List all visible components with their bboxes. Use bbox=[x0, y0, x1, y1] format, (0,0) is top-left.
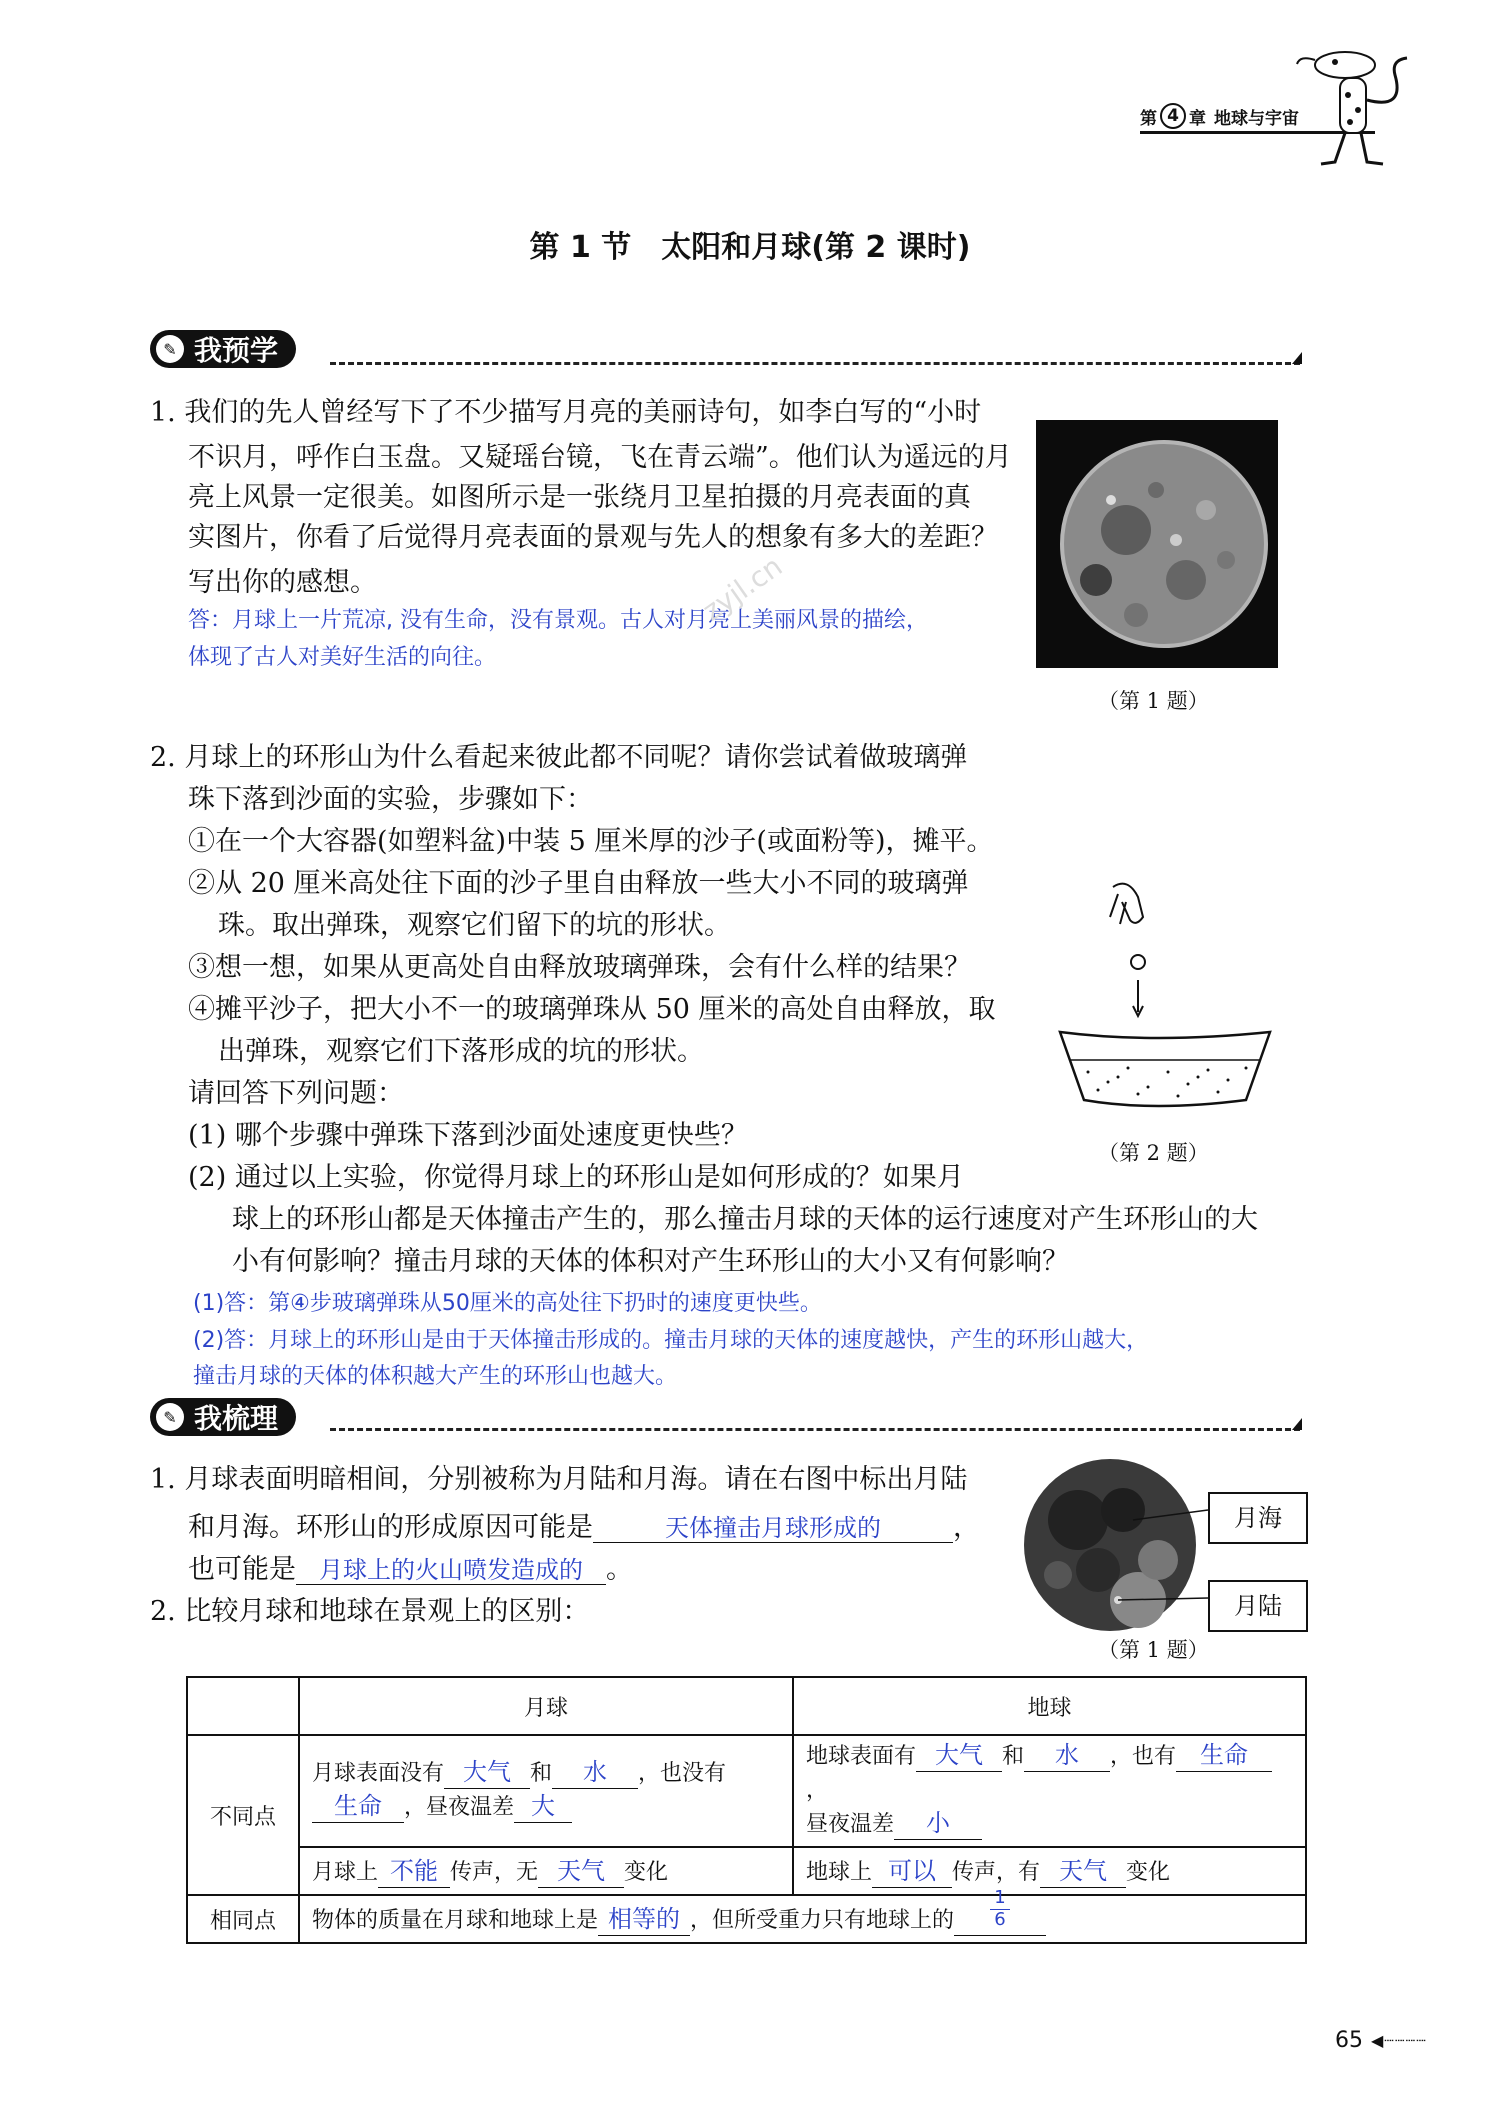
cell-earth-1: 地球表面有 大气 和 水 ，也有 生命， 昼夜温差 小 bbox=[793, 1735, 1306, 1847]
fraction-denominator: 6 bbox=[994, 1908, 1006, 1930]
q2-caption: （第 2 题） bbox=[1098, 1141, 1209, 1165]
q2-prompt: 请回答下列问题： bbox=[188, 1078, 404, 1109]
lesson-title: 第 1 节 太阳和月球(第 2 课时) bbox=[529, 230, 971, 265]
section-review-label: 我梳理 bbox=[194, 1402, 279, 1435]
row-label-diff: 不同点 bbox=[187, 1735, 299, 1895]
q1-line: 写出你的感想。 bbox=[188, 567, 377, 598]
q2-sub2: 小有何影响？撞击月球的天体的体积对产生环形山的大小又有何影响？ bbox=[232, 1246, 1069, 1277]
divider-end-marker bbox=[1292, 352, 1302, 364]
q2-step: ②从 20 厘米高处往下面的沙子里自由释放一些大小不同的玻璃弹 bbox=[188, 868, 969, 899]
q1-caption: （第 1 题） bbox=[1098, 689, 1209, 713]
r1-text: 也可能是 bbox=[188, 1554, 296, 1585]
header-moon: 月球 bbox=[299, 1677, 793, 1735]
q2-step: ①在一个大容器(如塑料盆)中装 5 厘米厚的沙子(或面粉等)，摊平。 bbox=[188, 826, 994, 857]
q2-step: ③想一想，如果从更高处自由释放玻璃弹珠，会有什么样的结果？ bbox=[188, 952, 971, 983]
q1-line: 1. 我们的先人曾经写下了不少描写月亮的美丽诗句，如李白写的“小时 bbox=[150, 397, 982, 428]
q2-answer: (1)答：第④步玻璃弹珠从50厘米的高处往下扔时的速度更快些。 bbox=[193, 1291, 822, 1316]
q1-answer: 体现了古人对美好生活的向往。 bbox=[188, 645, 497, 670]
page-number-text: 65 bbox=[1335, 2028, 1363, 2053]
review-icon: ✎ bbox=[156, 1403, 184, 1431]
q2-line: 2. 月球上的环形山为什么看起来彼此都不同呢？请你尝试着做玻璃弹 bbox=[150, 742, 968, 773]
q2-answer: 撞击月球的天体的体积越大产生的环形山也越大。 bbox=[193, 1364, 678, 1389]
fraction-blank bbox=[954, 1886, 1046, 1936]
cell-same: 物体的质量在月球和地球上是 相等的 ，但所受重力只有地球上的 $\frac{1}{6}$ bbox=[299, 1895, 1306, 1943]
chapter-title: 地球与宇宙 bbox=[1214, 108, 1299, 129]
r1-line bbox=[188, 1550, 633, 1590]
section-divider bbox=[330, 362, 1300, 365]
q2-step: 出弹珠，观察它们下落形成的坑的形状。 bbox=[218, 1036, 704, 1067]
q1-answer: 答：月球上一片荒凉, 没有生命，没有景观。古人对月亮上美丽风景的描绘， bbox=[188, 608, 928, 633]
r2-line: 2. 比较月球和地球在景观上的区别： bbox=[150, 1596, 590, 1627]
mascot-leopard-icon bbox=[1295, 40, 1425, 180]
q2-step: ④摊平沙子，把大小不一的玻璃弹珠从 50 厘米的高处自由释放，取 bbox=[188, 994, 996, 1025]
labeled-moon-diagram bbox=[1018, 1450, 1213, 1650]
preview-icon: ✎ bbox=[156, 335, 184, 363]
watermark: zyjl.cn bbox=[696, 549, 789, 628]
r1-blank-2: 月球上的火山喷发造成的 bbox=[296, 1556, 606, 1585]
r1-text: 。 bbox=[606, 1554, 633, 1585]
label-lunar-sea: 月海 bbox=[1208, 1492, 1308, 1544]
r1-line: 1. 月球表面明暗相间，分别被称为月陆和月海。请在右图中标出月陆 bbox=[150, 1464, 968, 1495]
cell-earth-2: 地球上 可以 传声，有 天气 变化 bbox=[793, 1847, 1306, 1895]
r1-text: ， bbox=[953, 1512, 980, 1543]
cell-moon-1: 月球表面没有 大气 和 水 ，也没有 生命 ，昼夜温差 大 bbox=[299, 1735, 793, 1847]
r1-text: 和月海。环形山的形成原因可能是 bbox=[188, 1512, 593, 1543]
q2-sub2: (2) 通过以上实验，你觉得月球上的环形山是如何形成的？如果月 bbox=[188, 1162, 964, 1193]
q1-line: 实图片，你看了后觉得月亮表面的景观与先人的想象有多大的差距？ bbox=[188, 522, 998, 553]
r1-blank-1: 天体撞击月球形成的 bbox=[593, 1514, 953, 1543]
q2-sub1: (1) 哪个步骤中弹珠下落到沙面处速度更快些？ bbox=[188, 1120, 748, 1151]
section-review-badge bbox=[150, 1398, 296, 1436]
chapter-prefix: 第 bbox=[1140, 108, 1157, 129]
row-label-same: 相同点 bbox=[187, 1895, 299, 1943]
chapter-suffix: 章 bbox=[1189, 108, 1206, 129]
section-preview-label: 我预学 bbox=[194, 334, 279, 367]
label-lunar-land: 月陆 bbox=[1208, 1580, 1308, 1632]
q2-answer: (2)答：月球上的环形山是由于天体撞击形成的。撞击月球的天体的速度越快，产生的环形山越大， bbox=[193, 1328, 1149, 1353]
marble-drop-diagram bbox=[1018, 872, 1288, 1132]
section-preview-badge bbox=[150, 330, 296, 368]
q2-line: 珠下落到沙面的实验，步骤如下： bbox=[188, 784, 593, 815]
q1-line: 不识月，呼作白玉盘。又疑瑶台镜，飞在青云端”。他们认为遥远的月 bbox=[188, 442, 1012, 473]
comparison-table bbox=[186, 1676, 1307, 1944]
chapter-number: 4 bbox=[1160, 103, 1186, 129]
fraction-numerator: 1 bbox=[994, 1886, 1006, 1908]
q2-sub2: 球上的环形山都是天体撞击产生的，那么撞击月球的天体的运行速度对产生环形山的大 bbox=[232, 1204, 1258, 1235]
r1-caption: （第 1 题） bbox=[1098, 1638, 1209, 1662]
table-corner bbox=[187, 1677, 299, 1735]
q2-step: 珠。取出弹珠，观察它们留下的坑的形状。 bbox=[218, 910, 731, 941]
q1-line: 亮上风景一定很美。如图所示是一张绕月卫星拍摄的月亮表面的真 bbox=[188, 482, 971, 513]
r1-line bbox=[188, 1508, 980, 1548]
cell-moon-2: 月球上 不能 传声，无 天气 变化 bbox=[299, 1847, 793, 1895]
moon-photo bbox=[1036, 420, 1278, 668]
section-divider bbox=[330, 1428, 1300, 1431]
page-number bbox=[1335, 2028, 1427, 2053]
page-arrow-icon: ◀┈┈┈┈ bbox=[1371, 2031, 1427, 2050]
divider-end-marker bbox=[1292, 1418, 1302, 1430]
chapter-header bbox=[1140, 102, 1299, 130]
header-earth: 地球 bbox=[793, 1677, 1306, 1735]
